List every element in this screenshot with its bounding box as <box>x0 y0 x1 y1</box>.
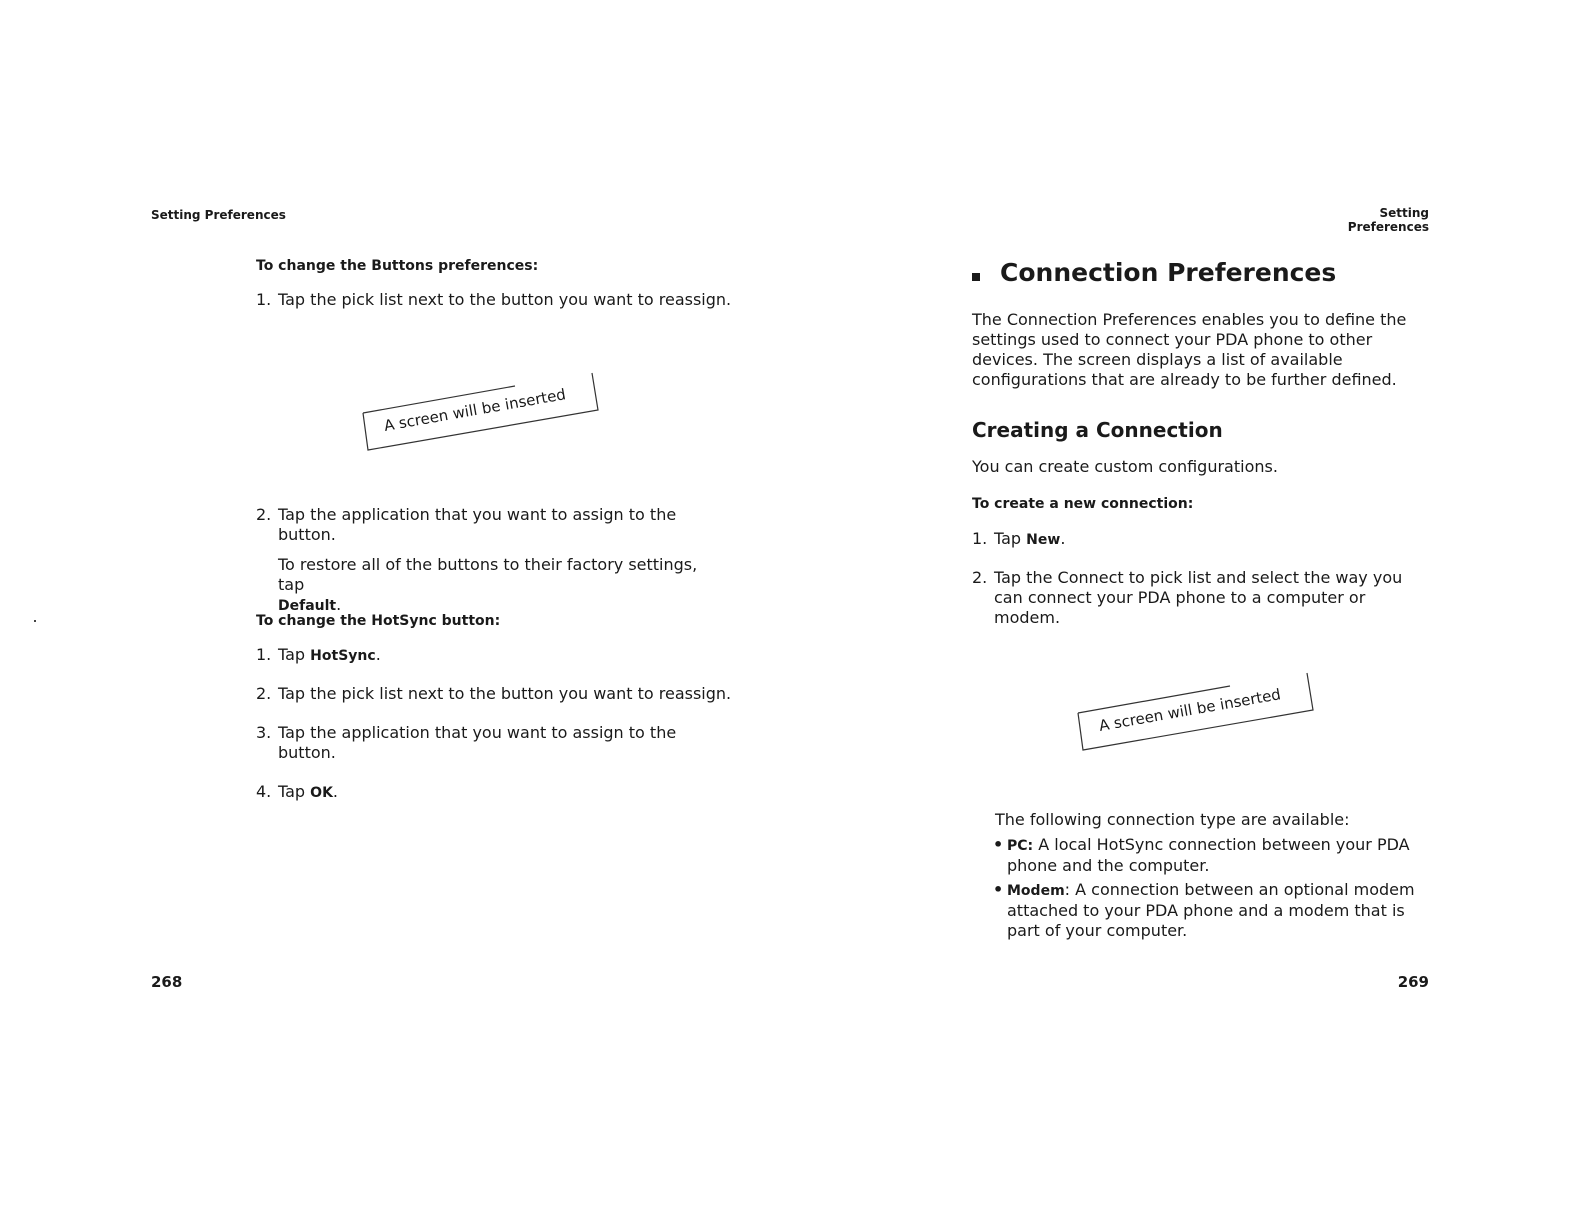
list-item-text <box>1007 835 1423 876</box>
bullet-dot: • <box>993 835 1004 854</box>
bullet-dot: • <box>993 880 1004 899</box>
step-text: Tap the application that you want to assign to the button. <box>278 723 677 762</box>
procedure-heading-hotsync: To change the HotSync button: <box>256 613 501 629</box>
scan-speck <box>34 620 36 622</box>
subsection-text: You can create custom configurations. <box>972 457 1278 476</box>
note-text: To restore all of the buttons to their factory settings, tap <box>278 555 698 594</box>
note-suffix: . <box>336 595 342 614</box>
screen-placeholder-right <box>1070 665 1320 760</box>
step-number: 2. <box>256 505 272 524</box>
step-prefix: Tap <box>994 529 1027 548</box>
restore-note <box>278 555 718 616</box>
section-title: Connection Preferences <box>1000 258 1337 287</box>
step-item <box>972 529 1422 550</box>
step-number: 1. <box>972 529 988 548</box>
step-item <box>256 782 696 803</box>
step-suffix: . <box>375 645 381 664</box>
screen-placeholder-left <box>355 365 605 460</box>
list-item <box>993 880 1423 941</box>
right-running-header: Setting Preferences <box>1347 206 1429 234</box>
hotsync-label: HotSync <box>310 648 376 664</box>
step-prefix: Tap <box>278 645 311 664</box>
step-text: Tap the pick list next to the button you want to reassign. <box>278 684 732 703</box>
step-item <box>256 723 696 763</box>
step-suffix: . <box>332 782 339 801</box>
intro-paragraph: The Connection Preferences enables you to define the settings used to connect your PDA phone to other devices. The screen displays a list of available configurations that are already to be further defined. <box>972 310 1407 389</box>
step-number: 4. <box>256 782 272 801</box>
new-label: New <box>1026 532 1061 548</box>
ok-label: OK <box>310 785 333 801</box>
placeholder-text: A screen will be inserted <box>1097 685 1283 735</box>
step-item <box>256 684 736 704</box>
type-label: Modem <box>1007 883 1065 899</box>
type-description: : A connection between an optional modem attached to your PDA phone and a modem that is part of your computer. <box>1007 880 1415 940</box>
step-number: 1. <box>256 645 272 664</box>
step-text <box>994 529 1422 550</box>
step-prefix: Tap <box>278 782 311 801</box>
step-text: Tap the pick list next to the button you want to reassign. <box>278 290 732 309</box>
step-number: 2. <box>972 568 988 587</box>
right-page-number: 269 <box>1397 973 1429 991</box>
step-number: 3. <box>256 723 272 742</box>
step-suffix: . <box>1060 529 1066 548</box>
procedure-heading-buttons: To change the Buttons preferences: <box>256 258 539 274</box>
step-item <box>256 290 736 310</box>
step-text <box>278 645 736 666</box>
left-running-header: Setting Preferences <box>151 208 286 222</box>
subsection-title: Creating a Connection <box>972 418 1223 442</box>
type-description: A local HotSync connection between your PDA phone and the computer. <box>1007 835 1410 875</box>
square-bullet-icon <box>972 273 980 281</box>
step-text: Tap the application that you want to assign to the button. <box>278 505 677 544</box>
step-number: 1. <box>256 290 272 309</box>
list-item <box>993 835 1423 876</box>
left-page-number: 268 <box>151 973 183 991</box>
types-intro: The following connection type are available: <box>995 810 1350 829</box>
step-text: Tap the Connect to pick list and select the way you can connect your PDA phone to a computer or modem. <box>994 568 1403 627</box>
step-item <box>972 568 1422 628</box>
list-item-text <box>1007 880 1423 941</box>
step-item <box>256 645 736 666</box>
section-bullet <box>972 266 980 285</box>
default-button-label: Default <box>278 598 337 614</box>
step-number: 2. <box>256 684 272 703</box>
procedure-heading-connection: To create a new connection: <box>972 496 1194 512</box>
step-item <box>256 505 696 545</box>
placeholder-text: A screen will be inserted <box>382 385 568 435</box>
step-text <box>278 782 696 803</box>
type-label: PC: <box>1007 838 1034 854</box>
